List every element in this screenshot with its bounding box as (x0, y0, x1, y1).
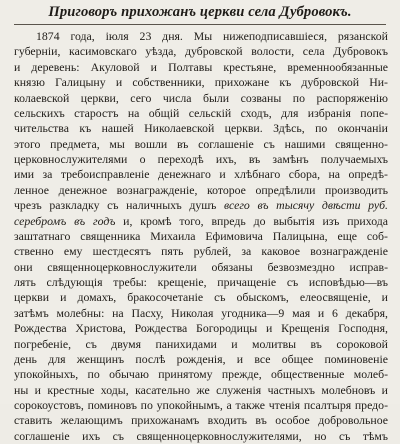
text-line: Рождества Христова, Рождества Богородицы и Крещенія Господня, (14, 321, 388, 336)
text-line: день для женщинъ послѣ рожденія, и все общее поминовеніе (14, 351, 388, 366)
text-line: ставить желающимъ прихожанамъ входить въ особое добровольное (14, 413, 388, 428)
text-line: этого предмета, мы вошли въ соглашеніе съ нашими священно- (14, 136, 388, 151)
text-line: чрезъ разкладку съ наличныхъ душъ всего въ тысячу двѣсти руб. (14, 198, 388, 213)
text-line: и деревень: Акуловой и Полтавы крестьяне, временнообязанные (14, 59, 388, 74)
text-line: ны и крестные ходы, касательно же служенія частныхъ молебновъ и (14, 382, 388, 397)
text-line: упокойныхъ, по обычаю принятому прежде, общественные молеб- (14, 367, 388, 382)
text-line: заштатнаго священника Михаила Ефимовича Палицына, еще соб- (14, 228, 388, 243)
document-title: Приговоръ прихожанъ церкви села Дубровокъ. (48, 4, 352, 20)
text-line: чительства къ нашей Николаевской церкви. Здѣсь, по окончаніи (14, 121, 388, 136)
text-line: сорокоустовъ, поминовъ по упокойнымъ, а также чтенія псалтыря предо- (14, 398, 388, 412)
text-line: ственно ему шестдесятъ пять рублей, за каковое вознагражденіе (14, 244, 388, 259)
text-line: ленное денежное вознагражденіе, которое опредѣлили производить (14, 182, 388, 197)
text-line: 1874 года, іюля 23 дня. Мы нижеподписавшіеся, рязанской (36, 29, 388, 43)
title-divider (14, 24, 386, 25)
text-line: они священноцерковнослужители обязаны безвозмездно исправ- (14, 259, 388, 274)
text-line: соглашеніе ихъ съ священноцерковнослужителями, но съ тѣмъ (14, 428, 388, 443)
text-line: церкви и домахъ, бракосочетаніе съ обыскомъ, елеосвященіе, и (14, 290, 388, 305)
text-line: серебромъ въ годъ и, кромѣ того, впредь до выбытія изъ прихода (14, 213, 388, 228)
document-body (14, 29, 388, 444)
text-line: ими за требоисправленіе денежнаго и хлѣбнаго сбора, на опредѣ- (14, 167, 388, 182)
text-line: князю Галицыну и собственники, прихожане къ дубровской Ни- (14, 75, 388, 90)
text-line: колаевской церкви, сего числа были созваны по распоряженію (14, 90, 388, 105)
text-line: сельскихъ старостъ на общій сельскій сходъ, для избранія попе- (14, 105, 388, 120)
text-line: затѣмъ молебны: на Пасху, Николая угодника—9 мая и 6 декабря, (14, 305, 388, 320)
text-line: губерніи, касимовскаго уѣзда, дубровской волости, села Дубровокъ (14, 44, 388, 59)
text-line: церковнослужителями о переходѣ ихъ, въ замѣнъ получаемыхъ (14, 152, 388, 166)
text-line: погребеніе, съ двумя панихидами и молитвы въ сороковой (14, 336, 388, 351)
text-line: лять слѣдующія требы: крещеніе, причащеніе съ исповѣдью—въ (14, 275, 388, 289)
